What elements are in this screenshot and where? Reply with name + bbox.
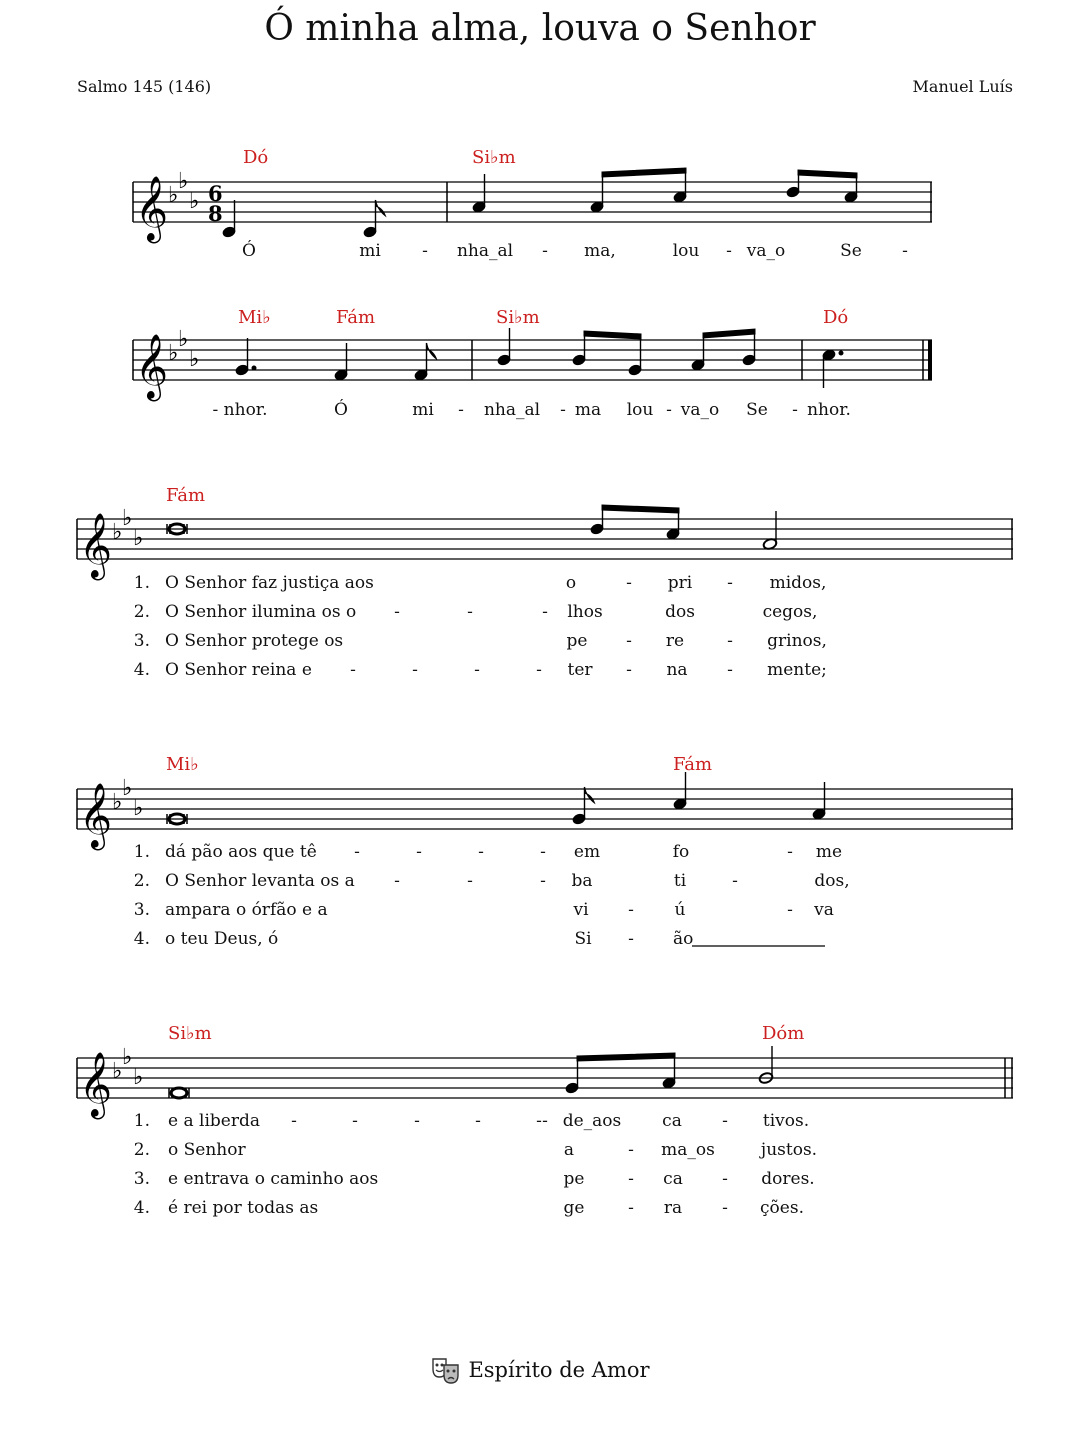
brand-name: Espírito de Amor — [468, 1358, 650, 1382]
lyric-syllable: ge — [563, 1198, 585, 1218]
svg-text:♭: ♭ — [189, 347, 200, 372]
lyric-syllable: ter — [567, 660, 593, 680]
chord: Si♭m — [496, 307, 540, 328]
lyric-syllable: - — [902, 241, 908, 261]
verse-number: 1. — [133, 842, 150, 862]
lyric-syllable: vi — [573, 900, 589, 920]
chord: Fám — [336, 307, 376, 328]
chord: Fám — [166, 485, 206, 506]
lyric-syllable: lou — [626, 400, 654, 420]
lyric-hyphen: - — [467, 871, 473, 891]
lyric-syllable: - — [792, 400, 798, 420]
svg-text:♭: ♭ — [133, 526, 144, 551]
verse-number: 1. — [133, 1111, 150, 1131]
svg-text:♭: ♭ — [168, 183, 179, 208]
lyric-syllable: Si — [574, 929, 592, 949]
lyric-syllable: Se — [840, 241, 862, 261]
lyric-syllable: grinos, — [767, 631, 827, 651]
verse-text: o teu Deus, ó — [165, 929, 279, 949]
svg-text:6: 6 — [208, 181, 223, 206]
lyric-hyphen: - — [536, 660, 542, 680]
composer-name: Manuel Luís — [912, 77, 1013, 96]
lyric-hyphen: - — [727, 660, 733, 680]
lyric-hyphen: - — [414, 1111, 420, 1131]
masks-icon — [430, 1353, 462, 1390]
chord: Fám — [673, 754, 713, 775]
chord: Dóm — [762, 1023, 805, 1044]
lyric-syllable: re — [665, 631, 685, 651]
lyric-syllable: tivos. — [762, 1111, 810, 1131]
lyric-syllable: cegos, — [762, 602, 818, 622]
lyric-syllable: justos. — [760, 1140, 818, 1160]
lyric-syllable: Ó — [334, 400, 348, 420]
chord: Dó — [823, 307, 849, 328]
lyric-hyphen: - — [540, 842, 546, 862]
lyric-syllable: ão — [673, 929, 694, 949]
lyric-syllable: - nhor. — [212, 400, 268, 420]
verse-number: 2. — [133, 602, 150, 622]
verse-number: 1. — [133, 573, 150, 593]
treble-clef-icon: 𝄞 — [135, 334, 169, 399]
svg-text:♭: ♭ — [178, 327, 189, 352]
verse-number: 4. — [133, 660, 150, 680]
chord: Si♭m — [472, 147, 516, 168]
lyric-syllable: na — [666, 660, 688, 680]
lyric-syllable: - — [626, 573, 632, 593]
svg-text:♭: ♭ — [122, 776, 133, 801]
lyric-syllable: ma_os — [661, 1140, 715, 1160]
lyric-hyphen: - — [626, 660, 632, 680]
lyric-hyphen: - — [722, 1169, 728, 1189]
lyric-syllable: dos, — [814, 871, 850, 891]
lyric-syllable: ti — [673, 871, 687, 891]
verse-number: 3. — [133, 1169, 150, 1189]
lyric-syllable: va_o — [746, 241, 786, 261]
svg-text:♭: ♭ — [178, 169, 189, 194]
lyric-hyphen: - — [722, 1111, 728, 1131]
svg-text:8: 8 — [208, 201, 223, 226]
lyric-syllable: - — [458, 400, 464, 420]
verse-text: O Senhor protege os — [165, 631, 344, 651]
lyric-syllable: dos — [665, 602, 695, 622]
verse-text: o Senhor — [168, 1140, 246, 1160]
lyric-syllable: ra — [663, 1198, 683, 1218]
lyric-hyphen: - — [412, 660, 418, 680]
svg-text:♭: ♭ — [133, 1065, 144, 1090]
lyric-syllable: mi — [412, 400, 434, 420]
lyric-syllable: - — [666, 400, 672, 420]
lyric-hyphen: - — [628, 1169, 634, 1189]
lyric-syllable: - — [560, 400, 566, 420]
lyric-syllable: de_aos — [562, 1111, 622, 1131]
lyric-hyphen: - — [628, 900, 634, 920]
treble-clef-icon: 𝄞 — [79, 1052, 113, 1117]
lyric-hyphen: - — [536, 1111, 542, 1131]
lyric-hyphen: - — [394, 602, 400, 622]
lyric-syllable: - — [727, 573, 733, 593]
verse-text: O Senhor levanta os a — [165, 871, 355, 891]
lyric-hyphen: - — [394, 871, 400, 891]
lyric-syllable: - — [726, 241, 732, 261]
lyric-hyphen: - — [291, 1111, 297, 1131]
lyric-syllable: o — [565, 573, 577, 593]
lyric-syllable: Ó — [242, 241, 256, 261]
verse-text: ampara o órfão e a — [165, 900, 328, 920]
staff-verse-1 — [0, 497, 1080, 587]
lyric-syllable: pe — [563, 1169, 585, 1189]
melisma-extender — [692, 940, 832, 948]
lyric-hyphen: - — [626, 631, 632, 651]
lyric-hyphen: - — [354, 842, 360, 862]
lyric-syllable: - — [542, 241, 548, 261]
svg-text:♭: ♭ — [168, 341, 179, 366]
lyric-syllable: mi — [359, 241, 381, 261]
verse-number: 2. — [133, 1140, 150, 1160]
lyric-syllable: ba — [571, 871, 593, 891]
footer-brand — [0, 1353, 1080, 1390]
treble-clef-icon: 𝄞 — [79, 513, 113, 578]
lyric-hyphen: - — [727, 631, 733, 651]
svg-text:♭: ♭ — [112, 1059, 123, 1084]
chord: Mi♭ — [166, 754, 199, 775]
lyric-syllable: - — [422, 241, 428, 261]
lyric-hyphen: - — [628, 929, 634, 949]
lyric-hyphen: - — [542, 602, 548, 622]
lyric-hyphen: - — [478, 842, 484, 862]
lyric-syllable: ca — [663, 1169, 683, 1189]
verse-text: é rei por todas as — [168, 1198, 319, 1218]
lyric-hyphen: - — [732, 871, 738, 891]
verse-number: 3. — [133, 631, 150, 651]
lyric-hyphen: - — [352, 1111, 358, 1131]
lyric-hyphen: - — [350, 660, 356, 680]
svg-text:♭: ♭ — [122, 1045, 133, 1070]
verse-text: e entrava o caminho aos — [168, 1169, 379, 1189]
verse-number: 3. — [133, 900, 150, 920]
svg-text:♭: ♭ — [133, 796, 144, 821]
lyric-syllable: ú — [674, 900, 686, 920]
treble-clef-icon: 𝄞 — [135, 176, 169, 241]
lyric-syllable: mente; — [767, 660, 827, 680]
lyric-hyphen: - — [787, 842, 793, 862]
lyric-syllable: fo — [672, 842, 690, 862]
svg-text:♭: ♭ — [189, 189, 200, 214]
lyric-hyphen: - — [416, 842, 422, 862]
verse-number: 4. — [133, 1198, 150, 1218]
lyric-hyphen: - — [540, 871, 546, 891]
lyric-hyphen: - — [628, 1140, 634, 1160]
psalm-reference: Salmo 145 (146) — [77, 77, 212, 96]
verse-text: e a liberda — [168, 1111, 260, 1131]
lyric-hyphen: - — [474, 660, 480, 680]
lyric-hyphen: - — [722, 1198, 728, 1218]
lyric-syllable: pe — [566, 631, 588, 651]
lyric-hyphen: - — [475, 1111, 481, 1131]
lyric-syllable: ca — [662, 1111, 682, 1131]
lyric-syllable: a — [563, 1140, 575, 1160]
lyric-syllable: dores. — [761, 1169, 815, 1189]
verse-text: O Senhor ilumina os o — [165, 602, 357, 622]
lyric-syllable: lhos — [567, 602, 603, 622]
lyric-syllable: pri — [667, 573, 693, 593]
lyric-syllable: em — [573, 842, 601, 862]
lyric-syllable: Se — [746, 400, 768, 420]
lyric-syllable: me — [815, 842, 843, 862]
lyric-syllable: va_o — [680, 400, 720, 420]
lyric-syllable: nhor. — [807, 400, 851, 420]
lyric-hyphen: - — [787, 900, 793, 920]
verse-number: 4. — [133, 929, 150, 949]
lyric-syllable: ma, — [584, 241, 616, 261]
verse-text: dá pão aos que tê — [165, 842, 317, 862]
lyric-hyphen: - — [467, 602, 473, 622]
lyric-syllable: lou — [672, 241, 700, 261]
chord: Si♭m — [168, 1023, 212, 1044]
lyric-syllable: ma — [574, 400, 602, 420]
lyric-syllable: midos, — [769, 573, 827, 593]
page-title: Ó minha alma, louva o Senhor — [264, 8, 816, 49]
lyric-hyphen: - — [542, 1111, 548, 1131]
treble-clef-icon: 𝄞 — [79, 783, 113, 848]
verse-number: 2. — [133, 871, 150, 891]
verse-text: O Senhor faz justiça aos — [165, 573, 374, 593]
verse-text: O Senhor reina e — [165, 660, 312, 680]
lyric-hyphen: - — [628, 1198, 634, 1218]
lyric-syllable: nha_al — [456, 241, 514, 261]
staff-refrain-1 — [0, 160, 1080, 260]
svg-text:♭: ♭ — [122, 506, 133, 531]
chord: Mi♭ — [238, 307, 271, 328]
lyric-syllable: ções. — [760, 1198, 804, 1218]
svg-text:♭: ♭ — [112, 520, 123, 545]
svg-text:♭: ♭ — [112, 790, 123, 815]
lyric-syllable: nha_al — [483, 400, 541, 420]
chord: Dó — [243, 147, 269, 168]
lyric-syllable: va — [814, 900, 834, 920]
